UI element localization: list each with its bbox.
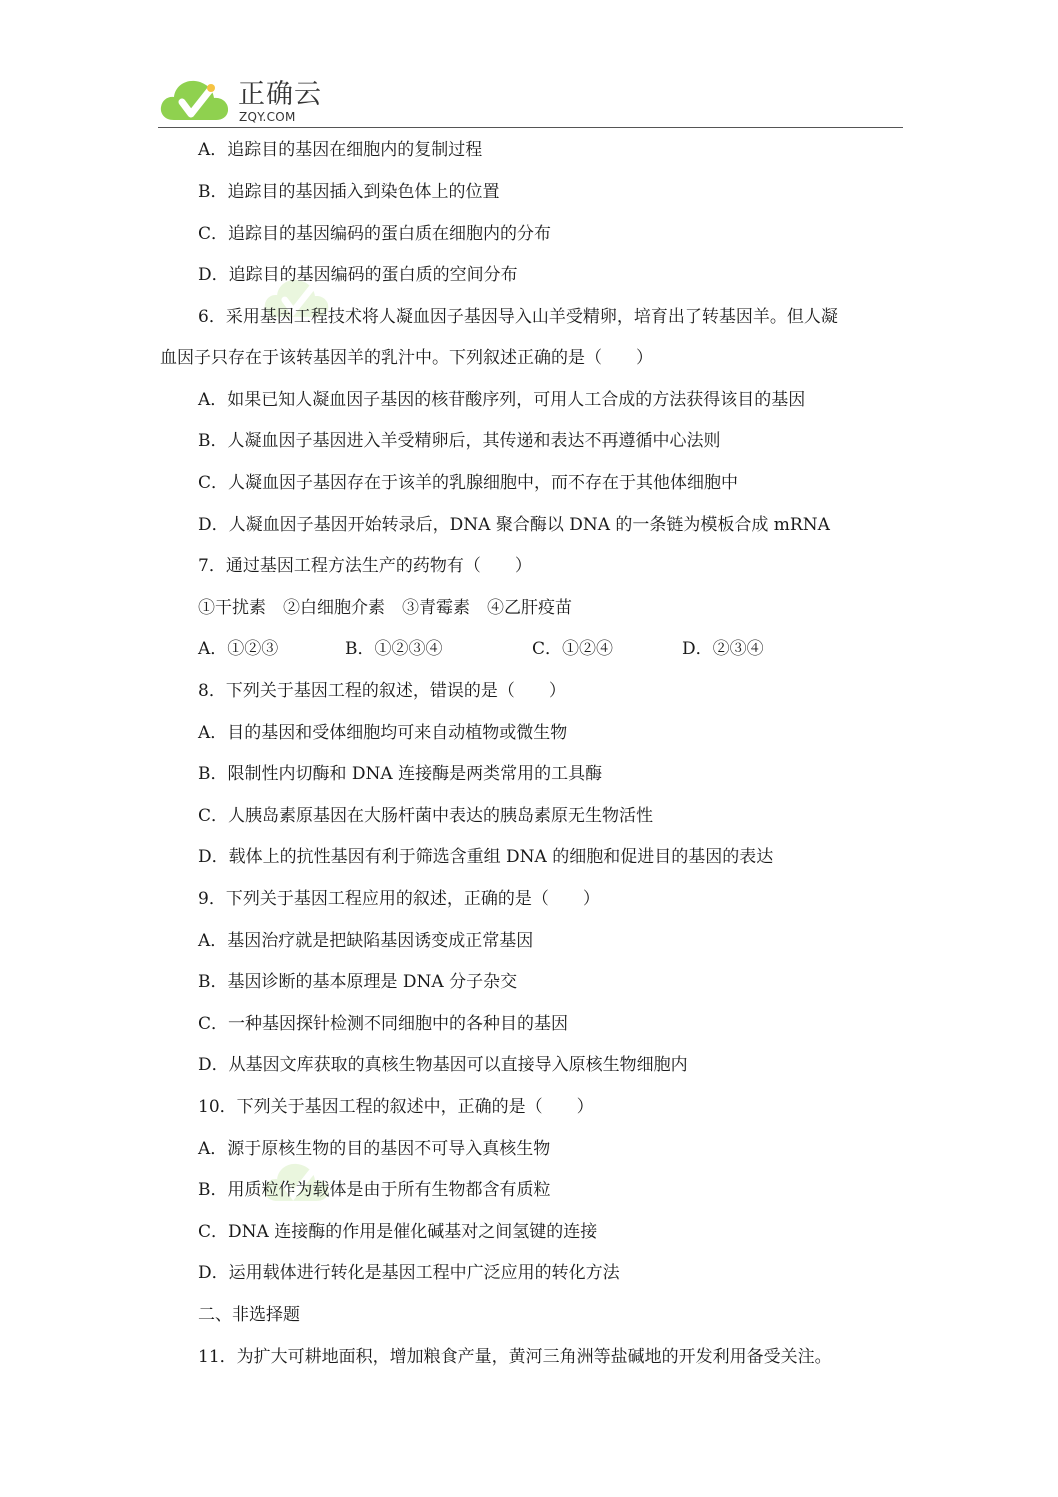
- cloud-check-logo-icon: [158, 74, 232, 126]
- q10-stem: 10．下列关于基因工程的叙述中，正确的是（ ）: [198, 1097, 594, 1117]
- header-divider: [158, 127, 903, 128]
- q10-option-a: A．源于原核生物的目的基因不可导入真核生物: [198, 1139, 551, 1159]
- q5-option-d: D．追踪目的基因编码的蛋白质的空间分布: [198, 265, 518, 285]
- q8-stem: 8．下列关于基因工程的叙述，错误的是（ ）: [198, 681, 566, 701]
- q6-option-d: D．人凝血因子基因开始转录后，DNA 聚合酶以 DNA 的一条链为模板合成 mRNA: [198, 515, 830, 535]
- q9-option-d: D．从基因文库获取的真核生物基因可以直接导入原核生物细胞内: [198, 1055, 688, 1075]
- q8-option-b: B．限制性内切酶和 DNA 连接酶是两类常用的工具酶: [198, 764, 603, 784]
- q6-option-c: C．人凝血因子基因存在于该羊的乳腺细胞中，而不存在于其他体细胞中: [198, 473, 739, 493]
- q7-option-b: B．①②③④: [345, 639, 443, 659]
- q7-option-c: C．①②④: [532, 639, 614, 659]
- q6-stem-continued: 血因子只存在于该转基因羊的乳汁中。下列叙述正确的是（ ）: [160, 348, 653, 368]
- section-heading: 二、非选择题: [198, 1305, 300, 1325]
- q5-option-c: C．追踪目的基因编码的蛋白质在细胞内的分布: [198, 224, 552, 244]
- q5-option-a: A．追踪目的基因在细胞内的复制过程: [198, 140, 483, 160]
- brand-name: 正确云: [238, 79, 322, 110]
- q7-option-d: D．②③④: [682, 639, 764, 659]
- brand-url: ZQY.COM: [239, 110, 296, 124]
- q7-items: ①干扰素 ②白细胞介素 ③青霉素 ④乙肝疫苗: [198, 598, 572, 618]
- q9-stem: 9．下列关于基因工程应用的叙述，正确的是（ ）: [198, 889, 600, 909]
- q9-option-a: A．基因治疗就是把缺陷基因诱变成正常基因: [198, 931, 534, 951]
- q6-option-b: B．人凝血因子基因进入羊受精卵后，其传递和表达不再遵循中心法则: [198, 431, 721, 451]
- q11-stem: 11．为扩大可耕地面积，增加粮食产量，黄河三角洲等盐碱地的开发利用备受关注。: [198, 1347, 832, 1367]
- q6-stem: 6．采用基因工程技术将人凝血因子基因导入山羊受精卵，培育出了转基因羊。但人凝: [198, 307, 838, 327]
- q7-option-a: A．①②③: [198, 639, 279, 659]
- page-header: [158, 74, 903, 128]
- q10-option-b: B．用质粒作为载体是由于所有生物都含有质粒: [198, 1180, 551, 1200]
- q8-option-a: A．目的基因和受体细胞均可来自动植物或微生物: [198, 723, 568, 743]
- q10-option-d: D．运用载体进行转化是基因工程中广泛应用的转化方法: [198, 1263, 620, 1283]
- q6-option-a: A．如果已知人凝血因子基因的核苷酸序列，可用人工合成的方法获得该目的基因: [198, 390, 806, 410]
- q7-stem: 7．通过基因工程方法生产的药物有（ ）: [198, 556, 532, 576]
- q5-option-b: B．追踪目的基因插入到染色体上的位置: [198, 182, 500, 202]
- q8-option-c: C．人胰岛素原基因在大肠杆菌中表达的胰岛素原无生物活性: [198, 806, 654, 826]
- q8-option-d: D．载体上的抗性基因有利于筛选含重组 DNA 的细胞和促进目的基因的表达: [198, 847, 774, 867]
- q9-option-c: C．一种基因探针检测不同细胞中的各种目的基因: [198, 1014, 569, 1034]
- q10-option-c: C．DNA 连接酶的作用是催化碱基对之间氢键的连接: [198, 1222, 598, 1242]
- q9-option-b: B．基因诊断的基本原理是 DNA 分子杂交: [198, 972, 518, 992]
